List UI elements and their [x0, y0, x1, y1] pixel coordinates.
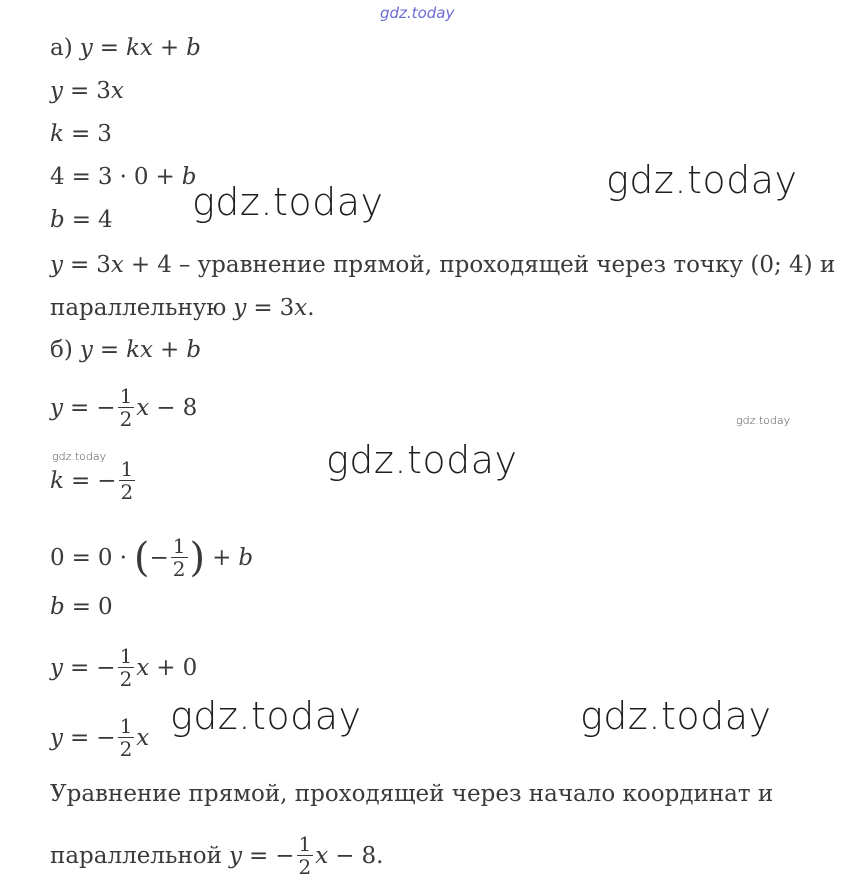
sym-plus: +: [159, 35, 180, 61]
sym-0: 0: [98, 594, 113, 620]
sym-eq: =: [70, 121, 91, 147]
eq-y-minus-half-x-plus-0: [50, 645, 197, 690]
watermark-2: gdz.today: [606, 158, 798, 202]
frac-num: 1: [172, 534, 186, 558]
sym-3: 3: [279, 295, 295, 321]
sym-rparen: ): [189, 534, 206, 581]
sym-minus: −: [335, 842, 355, 869]
sym-0: 0: [133, 164, 149, 190]
sym-k: k: [50, 121, 64, 147]
sym-k: k: [126, 337, 141, 363]
sym-minus: −: [275, 842, 295, 869]
watermark-top: gdz.today: [380, 4, 455, 22]
sym-x: x: [294, 295, 308, 321]
sym-eq: =: [253, 295, 273, 321]
sym-period: .: [376, 842, 384, 869]
sym-y: y: [50, 394, 63, 421]
fraction-one-half: [118, 385, 135, 430]
part-b-header: [50, 335, 201, 365]
frac-num: 1: [119, 714, 133, 738]
frac-num: 1: [119, 644, 133, 668]
sym-y: y: [50, 724, 63, 751]
eq-b-4: [50, 205, 113, 235]
answer-a-line2: [50, 293, 315, 323]
watermark-1: gdz.today: [192, 180, 384, 224]
sym-lparen: (: [133, 534, 150, 581]
sym-0: 0: [182, 654, 198, 681]
sym-4: 4: [98, 207, 113, 233]
frac-num: 1: [120, 457, 134, 481]
fraction-one-half: [118, 715, 135, 760]
answer-a-text2: параллельную: [50, 295, 227, 321]
sym-b: b: [238, 544, 254, 571]
sym-eq: =: [70, 467, 91, 494]
sym-minus: −: [96, 394, 116, 421]
sym-x: x: [140, 337, 154, 363]
sym-eq: =: [70, 394, 90, 421]
sym-y: y: [50, 654, 63, 681]
frac-num: 1: [119, 384, 133, 408]
sym-plus: +: [155, 164, 175, 190]
answer-b-line1: [50, 779, 773, 809]
part-a-label: а): [50, 35, 73, 61]
eq-b-0: [50, 592, 113, 622]
sym-4: 4: [157, 252, 172, 278]
sym-3: 3: [96, 78, 111, 104]
eq-y-minus-half-x: [50, 715, 149, 760]
sym-3: 3: [96, 252, 111, 278]
sym-8: 8: [182, 394, 198, 421]
part-b-label: б): [50, 337, 73, 363]
watermark-3: gdz.today: [326, 438, 518, 482]
fraction-one-half: [297, 833, 314, 878]
sym-plus: +: [156, 654, 176, 681]
sym-dot: ·: [119, 164, 127, 190]
part-a-header: [50, 33, 201, 63]
frac-den: 2: [119, 737, 133, 761]
sym-minus: −: [96, 724, 116, 751]
frac-den: 2: [298, 855, 312, 879]
sym-x: x: [110, 252, 124, 278]
answer-a-text: – уравнение прямой, проходящей через точку (0; 4) и: [178, 252, 836, 278]
watermark-4: gdz.today: [170, 694, 362, 738]
sym-eq: =: [248, 842, 269, 869]
sym-y: y: [233, 295, 247, 321]
sym-8: 8: [361, 842, 377, 869]
sym-b: b: [186, 337, 202, 363]
sym-y: y: [79, 35, 93, 61]
sym-0: 0: [50, 544, 65, 571]
fraction-one-half: [119, 458, 136, 503]
eq-y-3x: [50, 76, 124, 106]
sym-eq: =: [70, 654, 90, 681]
eq-substitution-b: [50, 535, 253, 580]
watermark-small-left: gdz.today: [52, 450, 107, 463]
sym-x: x: [136, 394, 150, 421]
sym-x: x: [110, 78, 124, 104]
sym-eq: =: [71, 544, 91, 571]
sym-x: x: [136, 724, 150, 751]
sym-plus: +: [160, 337, 180, 363]
sym-eq: =: [70, 78, 90, 104]
frac-den: 2: [119, 407, 133, 431]
sym-eq: =: [71, 594, 92, 620]
eq-k-3: [50, 119, 112, 149]
sym-k: k: [125, 35, 140, 61]
sym-eq: =: [71, 164, 91, 190]
sym-y: y: [79, 337, 93, 363]
sym-x: x: [315, 842, 329, 869]
sym-minus: −: [149, 544, 169, 571]
watermark-5: gdz.today: [580, 694, 772, 738]
answer-b-line2: [50, 833, 383, 878]
sym-eq: =: [99, 35, 119, 61]
sym-x: x: [136, 654, 150, 681]
sym-b: b: [50, 594, 65, 620]
fraction-one-half: [171, 535, 188, 580]
sym-minus: −: [156, 394, 176, 421]
eq-substitution-a: [50, 162, 197, 192]
sym-0: 0: [97, 544, 113, 571]
sym-minus: −: [96, 654, 116, 681]
sym-plus: +: [212, 544, 232, 571]
sym-x: x: [139, 35, 153, 61]
sym-3: 3: [97, 164, 113, 190]
sym-dot: ·: [119, 544, 127, 571]
sym-eq: =: [99, 337, 120, 363]
frac-den: 2: [172, 557, 186, 581]
frac-den: 2: [120, 480, 134, 504]
frac-num: 1: [298, 832, 312, 856]
sym-eq: =: [70, 252, 90, 278]
sym-plus: +: [130, 252, 151, 278]
sym-k: k: [50, 467, 64, 494]
sym-4: 4: [50, 164, 65, 190]
sym-eq: =: [70, 724, 90, 751]
frac-den: 2: [119, 667, 133, 691]
answer-b-text2: параллельной: [50, 842, 222, 869]
sym-b: b: [50, 207, 65, 233]
eq-y-minus-half-x-minus-8: [50, 385, 197, 430]
sym-b: b: [186, 35, 201, 61]
sym-period: .: [307, 295, 315, 321]
sym-3: 3: [97, 121, 112, 147]
sym-y: y: [50, 78, 63, 104]
sym-y: y: [228, 842, 242, 869]
sym-y: y: [50, 252, 63, 278]
sym-eq: =: [71, 207, 92, 233]
sym-minus: −: [97, 467, 117, 494]
answer-b-text: Уравнение прямой, проходящей через начало координат и: [50, 781, 774, 807]
eq-k-minus-half: [50, 458, 137, 503]
sym-b: b: [181, 164, 197, 190]
fraction-one-half: [118, 645, 135, 690]
answer-a-line1: [50, 250, 835, 280]
watermark-small-right: gdz.today: [736, 414, 791, 427]
